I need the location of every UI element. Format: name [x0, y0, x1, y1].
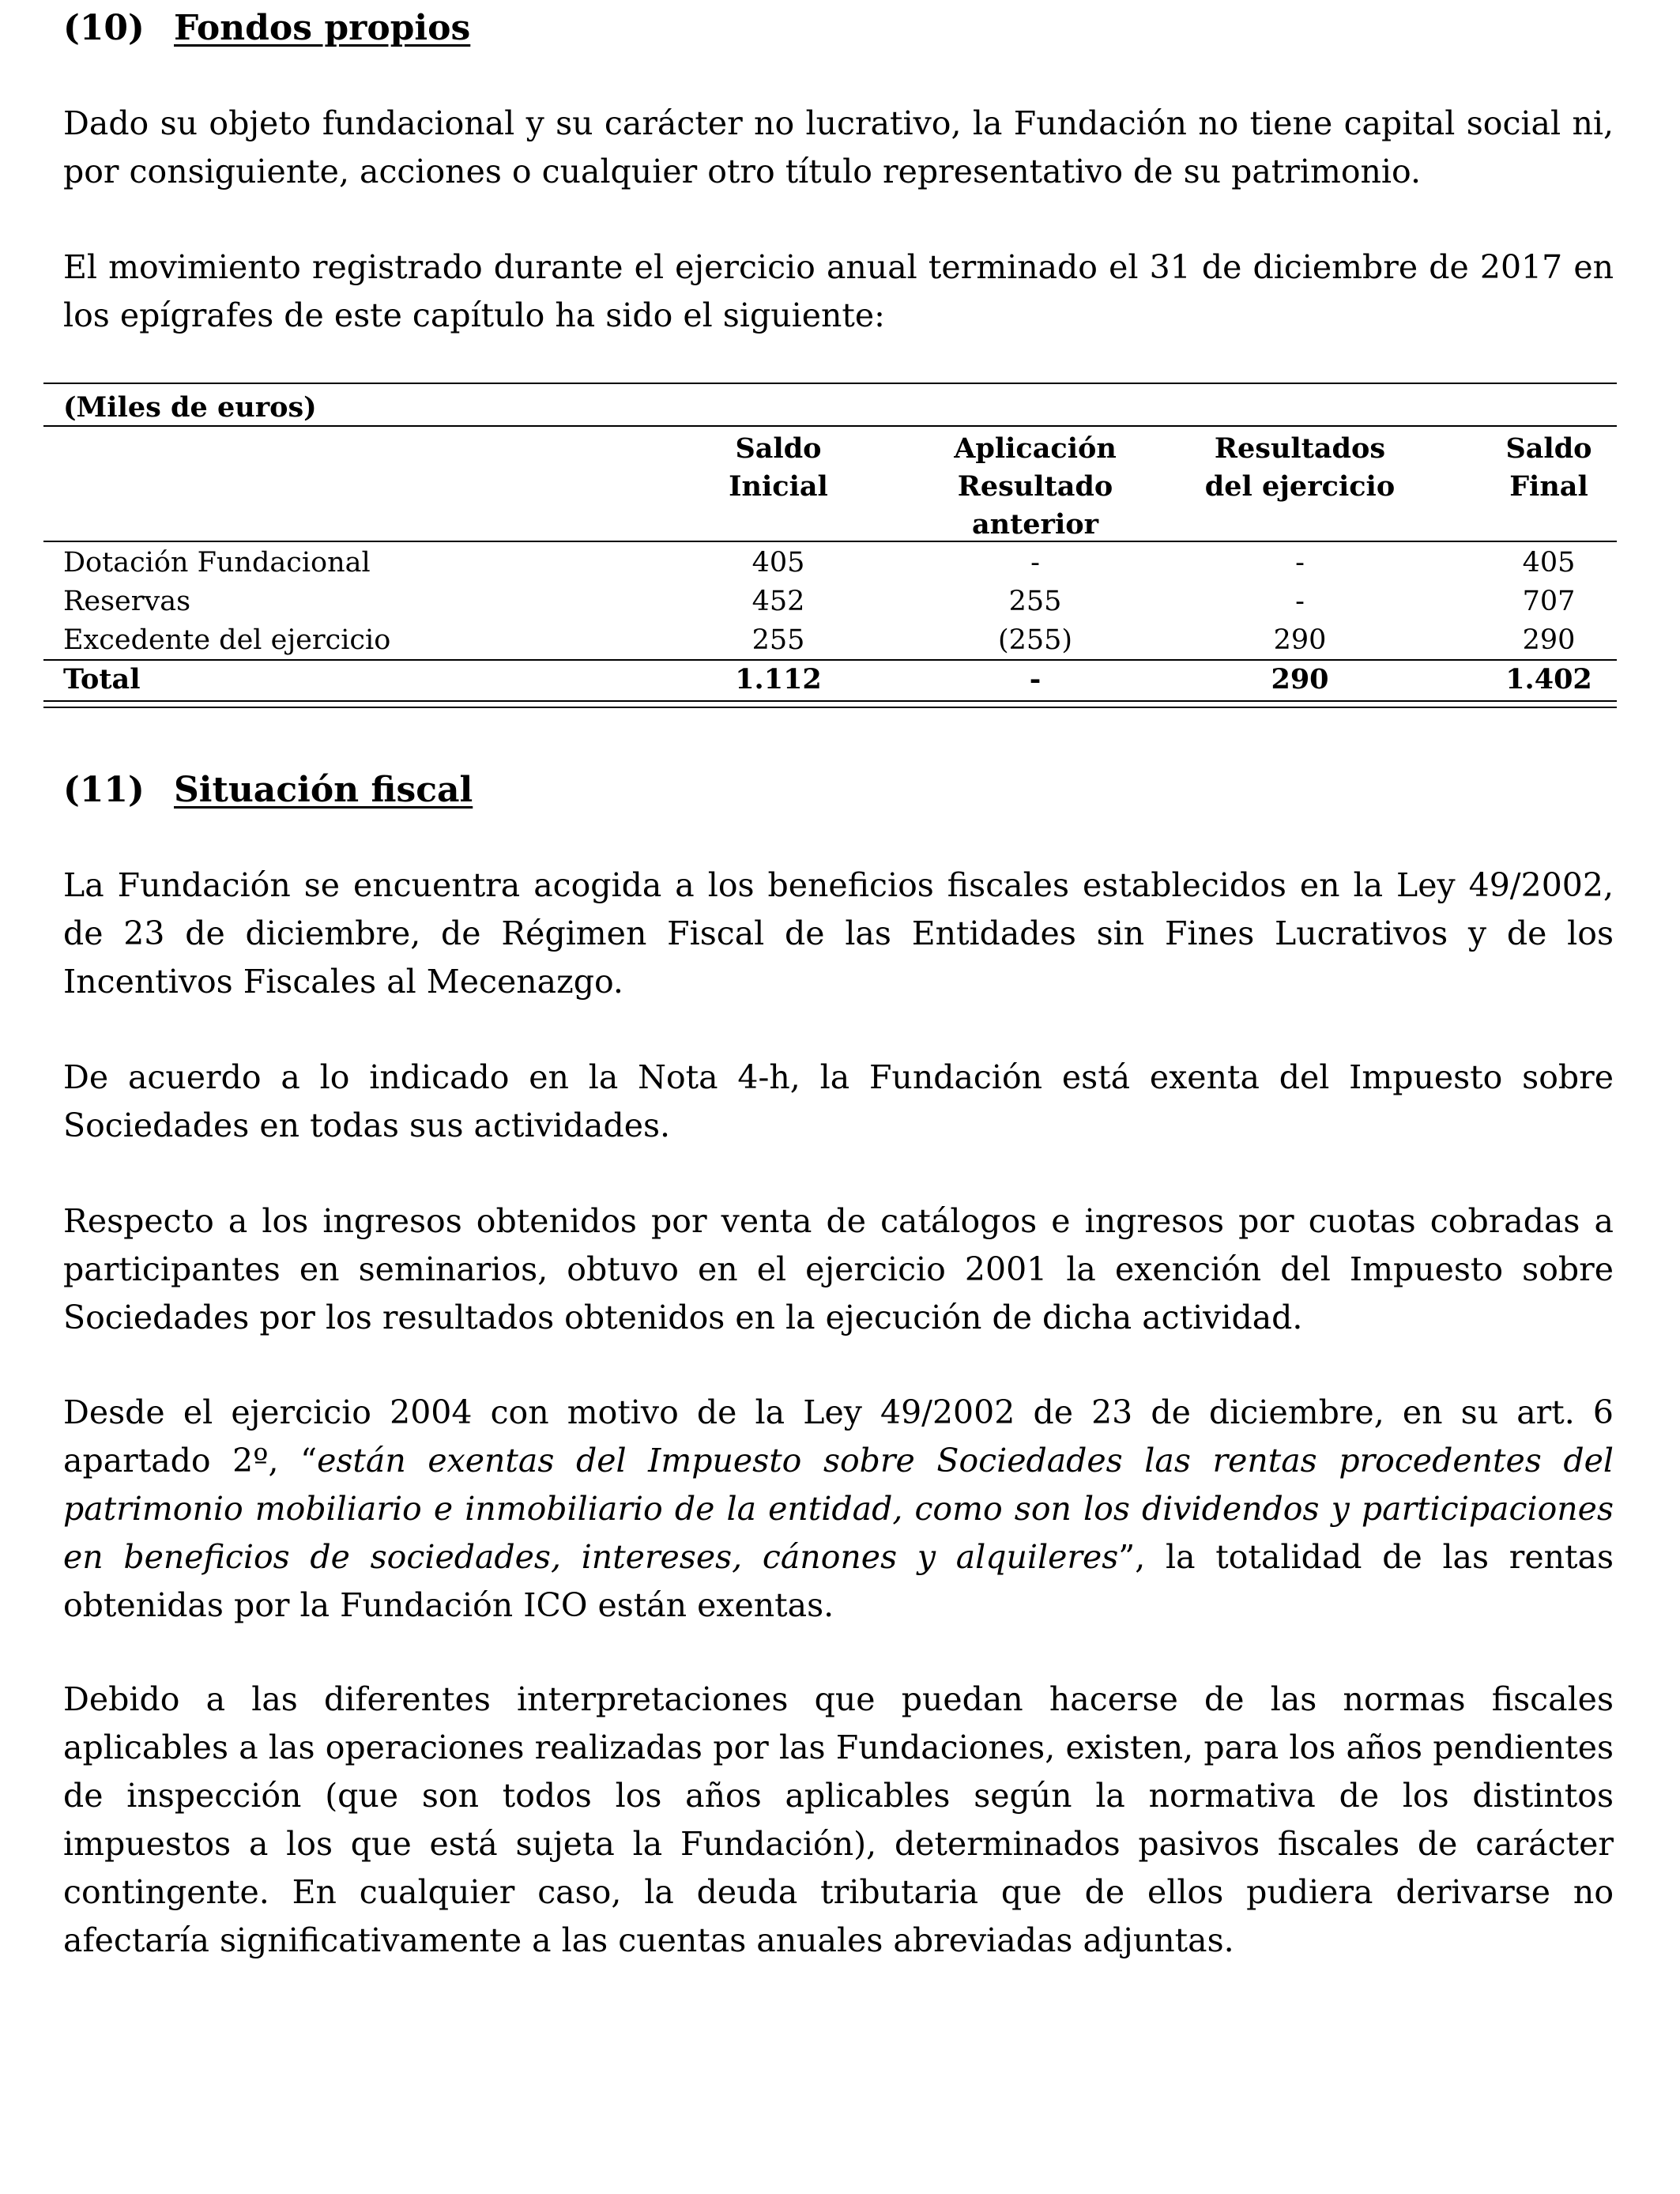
- column-header-resultados-ejercicio: [1181, 430, 1418, 506]
- section-11-paragraph-1: La Fundación se encuentra acogida a los beneficios fiscales establecidos en la Ley 49/2002, de 23 de diciembre, de Régimen Fiscal de las Entidades sin Fines Lucrativos y de los Incentivos Fiscales al Mecenazgo.: [63, 866, 1614, 1001]
- table-cell: 290: [1273, 624, 1327, 656]
- section-10-number: (10): [63, 8, 145, 48]
- section-11-title: Situación fiscal: [174, 770, 473, 810]
- para4-text-end: ”, la totalidad de las rentas obtenidas por la Fundación ICO están exentas.: [63, 1538, 1614, 1624]
- column-header-aplicacion-resultado: [936, 430, 1134, 544]
- header-line: Aplicación: [954, 432, 1117, 465]
- row-label-total: Total: [63, 663, 141, 696]
- column-header-saldo-inicial: [691, 430, 865, 506]
- table-cell: 255: [751, 624, 805, 656]
- row-label-dotacion: Dotación Fundacional: [63, 547, 371, 579]
- table-cell: -: [1295, 547, 1305, 579]
- section-11-number: (11): [63, 770, 145, 810]
- para4-text-start: Desde el ejercicio 2004 con motivo de la Ley 49/2002 de 23 de diciembre, en su art. 6 apartado 2º, “: [63, 1393, 1614, 1480]
- table-cell: 707: [1522, 586, 1576, 617]
- table-body-rule: [43, 541, 1617, 542]
- header-line: Saldo: [735, 432, 822, 465]
- section-11-paragraph-5: Debido a las diferentes interpretaciones que puedan hacerse de las normas fiscales aplicables a las operaciones realizadas por las Fundaciones, existen, para los años pendientes de inspección (que son todos los años aplicables según la normativa de los distintos impuestos a los que está sujeta la Fundación), determinados pasivos fiscales de carácter contingente. En cualquier caso, la deuda tributaria que de ellos pudiera derivarse no afectaría significativamente a las cuentas anuales abreviadas adjuntas.: [63, 1680, 1614, 1959]
- table-units-label: (Miles de euros): [63, 391, 317, 424]
- section-10-title: Fondos propios: [174, 8, 471, 48]
- section-11-paragraph-2: De acuerdo a lo indicado en la Nota 4-h, la Fundación está exenta del Impuesto sobre Sociedades en todas sus actividades.: [63, 1058, 1614, 1144]
- table-total-cell: 1.402: [1505, 663, 1592, 696]
- table-top-rule: [43, 383, 1617, 384]
- table-cell: 452: [751, 586, 805, 617]
- header-line: Resultados: [1214, 432, 1386, 465]
- section-10-paragraph-2: El movimiento registrado durante el ejercicio anual terminado el 31 de diciembre de 2017 en los epígrafes de este capítulo ha sido el siguiente:: [63, 248, 1614, 334]
- table-cell: -: [1030, 547, 1040, 579]
- table-cell: 290: [1522, 624, 1576, 656]
- column-header-saldo-final: [1466, 430, 1632, 506]
- table-cell: 405: [751, 547, 805, 579]
- section-11-heading: [63, 768, 473, 812]
- table-cell: 405: [1522, 547, 1576, 579]
- row-label-reservas: Reservas: [63, 586, 191, 617]
- section-11-paragraph-4: [63, 1389, 1614, 1630]
- table-total-cell: 290: [1271, 663, 1329, 696]
- header-line: Final: [1509, 470, 1588, 503]
- table-cell: (255): [997, 624, 1073, 656]
- table-bottom-rule-2: [43, 707, 1617, 708]
- table-total-cell: -: [1029, 663, 1042, 696]
- table-header-rule: [43, 425, 1617, 427]
- header-line: Resultado: [957, 470, 1113, 503]
- header-line: Inicial: [729, 470, 828, 503]
- section-10-heading: [63, 6, 470, 51]
- section-10-paragraph-1: Dado su objeto fundacional y su carácter no lucrativo, la Fundación no tiene capital social ni, por consiguiente, acciones o cualquier otro título representativo de su patrimonio.: [63, 104, 1614, 190]
- header-line: Saldo: [1505, 432, 1592, 465]
- table-cell: 255: [1008, 586, 1062, 617]
- table-total-cell: 1.112: [735, 663, 822, 696]
- table-cell: -: [1295, 586, 1305, 617]
- row-label-excedente: Excedente del ejercicio: [63, 624, 391, 656]
- header-line: anterior: [971, 508, 1099, 541]
- para4-quoted-law: están exentas del Impuesto sobre Sociedades las rentas procedentes del patrimonio mobiliario e inmobiliario de la entidad, como son los dividendos y participaciones en beneficios de sociedades, intereses, cánones y alquileres: [63, 1442, 1614, 1576]
- section-11-paragraph-3: Respecto a los ingresos obtenidos por venta de catálogos e ingresos por cuotas cobradas a participantes en seminarios, obtuvo en el ejercicio 2001 la exención del Impuesto sobre Sociedades por los resultados obtenidos en la ejecución de dicha actividad.: [63, 1202, 1614, 1336]
- header-line: del ejercicio: [1204, 470, 1396, 503]
- table-bottom-rule-1: [43, 700, 1617, 702]
